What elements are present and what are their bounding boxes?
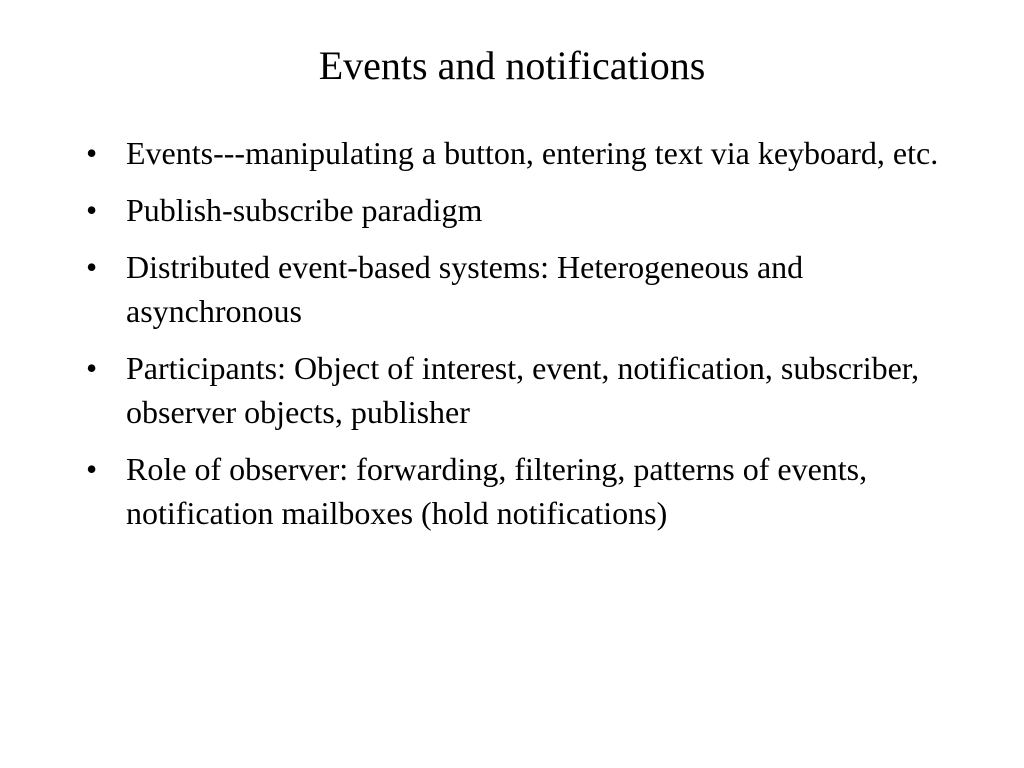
bullet-item-distributed-systems (86, 245, 946, 333)
bullet-item-observer-role (86, 447, 946, 535)
bullet-list (86, 131, 946, 548)
bullet-icon: • (86, 451, 98, 487)
bullet-item-events (86, 131, 946, 175)
bullet-icon: • (86, 249, 98, 285)
bullet-text: Distributed event-based systems: Heterogeneous and asynchronous (126, 249, 804, 329)
bullet-text: Participants: Object of interest, event, notification, subscriber, observer objects, publisher (126, 350, 920, 430)
bullet-item-participants (86, 346, 946, 434)
bullet-item-publish-subscribe (86, 188, 946, 232)
bullet-icon: • (86, 135, 98, 171)
bullet-text: Publish-subscribe paradigm (126, 192, 483, 228)
bullet-text: Role of observer: forwarding, filtering, patterns of events, notification mailboxes (hold notifications) (126, 451, 868, 531)
bullet-text: Events---manipulating a button, entering text via keyboard, etc. (126, 135, 939, 171)
slide-title: Events and notifications (318, 43, 706, 88)
bullet-icon: • (86, 350, 98, 386)
bullet-icon: • (86, 192, 98, 228)
